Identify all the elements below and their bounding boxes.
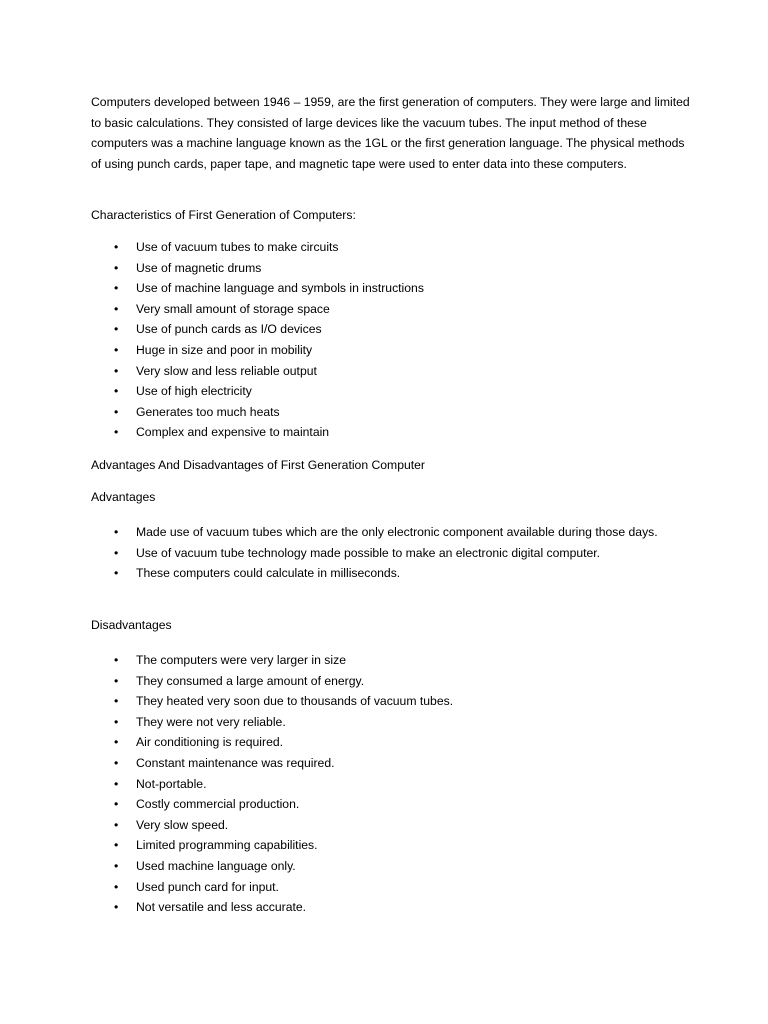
bullet-icon: • [114,545,119,560]
bullet-icon: • [114,566,119,581]
list-item [91,340,716,361]
characteristics-heading: Characteristics of First Generation of Computers: [91,208,356,222]
list-item [91,794,716,815]
list-item-text: Complex and expensive to maintain [136,425,330,440]
bullet-icon: • [114,240,119,254]
bullet-icon: • [114,900,119,915]
list-item-text: They were not very reliable. [136,714,286,729]
list-item-text: Very small amount of storage space [136,301,330,316]
bullet-icon: • [114,260,119,275]
list-item-text: Used machine language only. [136,858,296,873]
bullet-icon: • [114,879,119,894]
characteristics-list [91,237,716,443]
advantages-list [91,522,716,584]
list-item [91,299,716,320]
list-item-text: Use of machine language and symbols in instructions [136,281,424,296]
adv-dis-heading: Advantages And Disadvantages of First Generation Computer [91,458,425,472]
list-item-text: Use of magnetic drums [136,260,262,275]
list-item-text: Use of punch cards as I/O devices [136,322,322,337]
list-item [91,753,716,774]
bullet-icon: • [114,301,119,316]
list-item-text: The computers were very larger in size [136,653,346,667]
bullet-icon: • [114,838,119,853]
advantages-heading: Advantages [91,490,156,504]
bullet-icon: • [114,342,119,357]
list-item [91,278,716,299]
list-item-text: Costly commercial production. [136,797,300,812]
bullet-icon: • [114,817,119,832]
list-item [91,732,716,753]
bullet-icon: • [114,384,119,399]
bullet-icon: • [114,735,119,750]
list-item-text: Use of high electricity [136,384,252,399]
bullet-icon: • [114,425,119,440]
bullet-icon: • [114,776,119,791]
list-item [91,402,716,423]
list-item [91,712,716,733]
list-item [91,774,716,795]
list-item [91,835,716,856]
list-item-text: They consumed a large amount of energy. [136,673,365,688]
list-item [91,522,716,543]
bullet-icon: • [114,363,119,378]
list-item [91,319,716,340]
bullet-icon: • [114,404,119,419]
list-item [91,563,716,584]
list-item [91,237,716,258]
list-item-text: Huge in size and poor in mobility [136,342,313,357]
list-item-text: Generates too much heats [136,404,280,419]
list-item-text: Constant maintenance was required. [136,755,335,770]
disadvantages-heading: Disadvantages [91,618,172,632]
list-item-text: Limited programming capabilities. [136,838,318,853]
list-item-text: Very slow and less reliable output [136,363,317,378]
list-item [91,815,716,836]
list-item [91,671,716,692]
list-item [91,691,716,712]
list-item [91,897,716,918]
list-item [91,650,716,671]
list-item [91,543,716,564]
bullet-icon: • [114,694,119,709]
list-item [91,381,716,402]
list-item-text: Use of vacuum tube technology made possible to make an electronic digital computer. [136,545,601,560]
list-item [91,422,716,443]
list-item-text: Used punch card for input. [136,879,279,894]
list-item [91,361,716,382]
list-item-text: Not versatile and less accurate. [136,900,307,915]
bullet-icon: • [114,797,119,812]
list-item [91,877,716,898]
intro-paragraph: Computers developed between 1946 – 1959, are the first generation of computers. They were large and limited to basic calculations. They consisted of large devices like the vacuum tubes. The input method of these computers was a machine language known as the 1GL or the first generation language. The physical methods of using punch cards, paper tape, and magnetic tape were used to enter data into these computers. [91,95,690,171]
list-item [91,258,716,279]
bullet-icon: • [114,653,119,667]
bullet-icon: • [114,858,119,873]
bullet-icon: • [114,714,119,729]
bullet-icon: • [114,755,119,770]
disadvantages-list [91,650,716,918]
list-item-text: These computers could calculate in milliseconds. [136,566,401,581]
bullet-icon: • [114,673,119,688]
list-item-text: Not-portable. [136,776,207,791]
bullet-icon: • [114,281,119,296]
list-item-text: Made use of vacuum tubes which are the only electronic component available during those days. [136,525,658,539]
list-item-text: Air conditioning is required. [136,735,284,750]
list-item-text: They heated very soon due to thousands of vacuum tubes. [136,694,454,709]
list-item [91,856,716,877]
bullet-icon: • [114,322,119,337]
list-item-text: Very slow speed. [136,817,229,832]
bullet-icon: • [114,525,119,539]
list-item-text: Use of vacuum tubes to make circuits [136,240,339,254]
